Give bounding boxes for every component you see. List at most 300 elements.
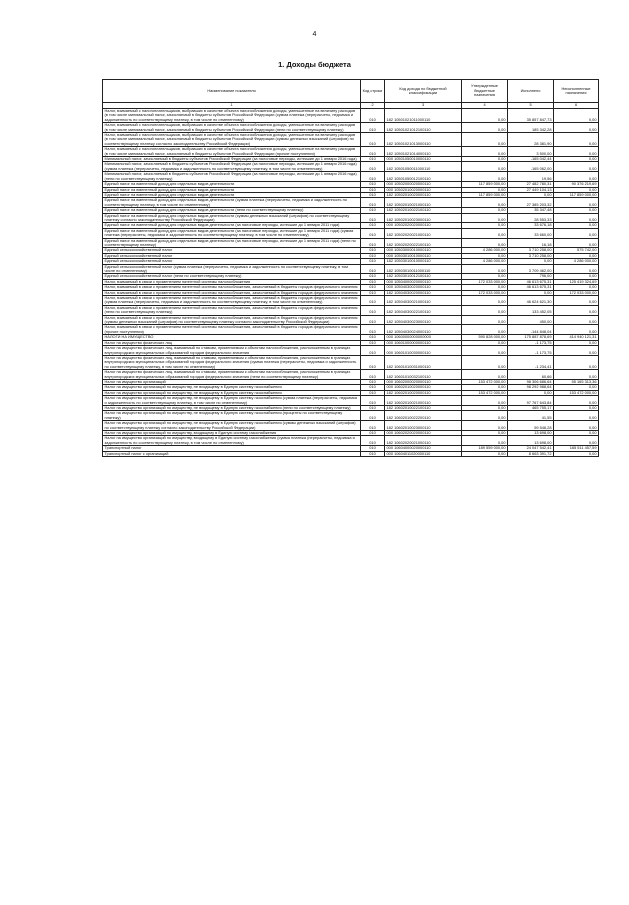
row-approved-amount: 0,00 bbox=[462, 123, 508, 133]
row-approved-amount: 0,00 bbox=[462, 157, 508, 162]
row-line-code: 010 bbox=[361, 172, 385, 182]
row-approved-amount: 0,00 bbox=[462, 411, 508, 421]
row-executed-amount: 0,00 bbox=[508, 390, 554, 395]
row-kbk-code: 000 10600000000000000 bbox=[385, 335, 462, 340]
row-line-code: 010 bbox=[361, 228, 385, 238]
row-executed-amount: 3 709 462,00 bbox=[508, 264, 554, 274]
row-kbk-code: 000 10604011020000110 bbox=[385, 451, 462, 456]
row-unexecuted-amount: 165 511 457,59 bbox=[554, 446, 599, 451]
row-approved-amount: 0,00 bbox=[462, 147, 508, 157]
row-kbk-code: 182 10501050012100110 bbox=[385, 172, 462, 182]
row-unexecuted-amount: 0,00 bbox=[554, 451, 599, 456]
row-line-code: 010 bbox=[361, 123, 385, 133]
row-executed-amount: 27 482 780,31 bbox=[508, 182, 554, 187]
row-kbk-code: 182 10501021012100110 bbox=[385, 123, 462, 133]
row-name: Единый налог на вмененный доход для отдельных видов деятельности bbox=[103, 187, 361, 192]
row-name: Налог, взимаемый с налогоплательщиков, выбравших в качестве объекта налогообложения доходы, уменьшенные на величину расходов (в том числе минимальный налог, зачисляемый в бюджеты субъектов Российской Федерации (прочие поступления) bbox=[103, 147, 361, 157]
row-name: Налог, взимаемый с налогоплательщиков, выбравших в качестве объекта налогообложения доходы, уменьшенные на величину расходов (в том числе минимальный налог, зачисляемый в бюджеты субъектов Российской Федерации (сумма платежа (перерасчеты, недоимка и задолженность по соответствующему платежу, в том числе по отмененному) bbox=[103, 109, 361, 123]
table-row bbox=[103, 346, 599, 356]
table-row bbox=[103, 213, 599, 223]
row-approved-amount: 0,00 bbox=[462, 109, 508, 123]
row-approved-amount: 4 286 000,00 bbox=[462, 248, 508, 253]
row-kbk-code: 182 10601010032100110 bbox=[385, 370, 462, 380]
row-approved-amount: 153 472 000,00 bbox=[462, 379, 508, 384]
row-executed-amount: 133 452,05 bbox=[508, 305, 554, 315]
row-line-code: 010 bbox=[361, 340, 385, 345]
row-line-code: 010 bbox=[361, 109, 385, 123]
row-line-code: 010 bbox=[361, 325, 385, 335]
row-unexecuted-amount: 125 419 324,69 bbox=[554, 279, 599, 284]
row-unexecuted-amount: 0,00 bbox=[554, 253, 599, 258]
row-line-code: 010 bbox=[361, 346, 385, 356]
row-line-code: 010 bbox=[361, 431, 385, 436]
row-unexecuted-amount: 0,00 bbox=[554, 133, 599, 147]
row-unexecuted-amount: 55 165 313,36 bbox=[554, 379, 599, 384]
row-unexecuted-amount: 0,00 bbox=[554, 421, 599, 431]
page-number: 4 bbox=[312, 31, 317, 38]
row-name: Единый налог на вмененный доход для отдельных видов деятельности (за налоговые периоды, истекшие до 1 января 2011 года) (сумма платежа (перерасчеты, недоимка и задолженность по соответствующему платежу, в том числе по отмененному) bbox=[103, 228, 361, 238]
row-executed-amount: 465 755,17 bbox=[508, 405, 554, 410]
row-line-code: 010 bbox=[361, 290, 385, 295]
row-name: Налог на имущество организаций по имуществу, входящему в Единую систему газоснабжения (сумма платежа (перерасчеты, недоимка и задолженность по соответствующему платежу, в том числе по отмененному) bbox=[103, 436, 361, 446]
row-kbk-code: 182 10502010022100110 bbox=[385, 208, 462, 213]
row-unexecuted-amount: 0,00 bbox=[554, 296, 599, 306]
row-executed-amount: 35 347,48 bbox=[508, 208, 554, 213]
row-line-code: 010 bbox=[361, 370, 385, 380]
row-kbk-code: 182 10504030020000110 bbox=[385, 290, 462, 295]
row-name: Налог на имущество физических лиц, взимаемый по ставкам, применяемым к объектам налогообложения, расположенным в границах внутригородских муниципальных образований городов федерального значения (сумма платежа (перерасчеты, недоимка и задолженность по соответствующему платежу, в том числе по отмененному) bbox=[103, 355, 361, 369]
row-executed-amount: 13 698,00 bbox=[508, 431, 554, 436]
row-approved-amount: 153 472 000,00 bbox=[462, 390, 508, 395]
row-kbk-code: 182 10501050011000110 bbox=[385, 162, 462, 172]
row-executed-amount: 41,55 bbox=[508, 411, 554, 421]
row-kbk-code: 000 10503010010000110 bbox=[385, 253, 462, 258]
row-executed-amount: -165 062,00 bbox=[508, 162, 554, 172]
row-kbk-code: 182 10502010023000110 bbox=[385, 213, 462, 223]
row-executed-amount: 27 449 104,13 bbox=[508, 187, 554, 192]
row-executed-amount: 27 385 203,32 bbox=[508, 198, 554, 208]
table-row bbox=[103, 370, 599, 380]
row-unexecuted-amount: 117 859 000,00 bbox=[554, 192, 599, 197]
row-kbk-code: 000 10502020020000110 bbox=[385, 223, 462, 228]
table-row bbox=[103, 172, 599, 182]
row-approved-amount: 0,00 bbox=[462, 315, 508, 325]
row-approved-amount: 0,00 bbox=[462, 253, 508, 258]
row-executed-amount: 35 857 847,73 bbox=[508, 109, 554, 123]
row-unexecuted-amount: 0,00 bbox=[554, 340, 599, 345]
column-number: 5 bbox=[508, 103, 554, 109]
table-row bbox=[103, 305, 599, 315]
row-executed-amount: 59 548,28 bbox=[508, 421, 554, 431]
row-approved-amount: 0,00 bbox=[462, 208, 508, 213]
row-executed-amount: 46 613 675,31 bbox=[508, 285, 554, 290]
row-kbk-code: 182 10501021013000110 bbox=[385, 133, 462, 147]
column-header-executed: Исполнено bbox=[508, 80, 554, 103]
row-approved-amount: 0,00 bbox=[462, 405, 508, 410]
table-row bbox=[103, 162, 599, 172]
row-approved-amount: 172 033 000,00 bbox=[462, 279, 508, 284]
row-executed-amount: 3 710 258,00 bbox=[508, 253, 554, 258]
row-kbk-code: 182 10602010020000110 bbox=[385, 390, 462, 395]
row-line-code: 010 bbox=[361, 259, 385, 264]
row-approved-amount: 0,00 bbox=[462, 172, 508, 182]
row-approved-amount: 0,00 bbox=[462, 238, 508, 248]
table-row bbox=[103, 147, 599, 157]
row-unexecuted-amount: 0,00 bbox=[554, 305, 599, 315]
row-name: Минимальный налог, зачисляемый в бюджеты субъектов Российской Федерации (за налоговые периоды, истекшие до 1 января 2016 года) (сумма платежа (перерасчеты, недоимка и задолженность по соответствующему платежу, в том числе по отмененному) bbox=[103, 162, 361, 172]
table-row bbox=[103, 123, 599, 133]
row-unexecuted-amount: 0,00 bbox=[554, 109, 599, 123]
row-kbk-code: 000 10604000020000110 bbox=[385, 446, 462, 451]
table-row bbox=[103, 133, 599, 147]
row-line-code: 010 bbox=[361, 147, 385, 157]
row-executed-amount: 60,66 bbox=[508, 370, 554, 380]
row-unexecuted-amount: 0,00 bbox=[554, 411, 599, 421]
table-row bbox=[103, 355, 599, 369]
row-unexecuted-amount: 0,00 bbox=[554, 370, 599, 380]
row-approved-amount: 117 859 000,00 bbox=[462, 192, 508, 197]
row-name: Налог на имущество организаций по имуществу, входящему в Единую систему газоснабжения bbox=[103, 431, 361, 436]
row-name: Транспортный налог с организаций bbox=[103, 451, 361, 456]
row-executed-amount: 33 660,00 bbox=[508, 228, 554, 238]
row-kbk-code: 182 10504030021000110 bbox=[385, 296, 462, 306]
row-executed-amount: 98 292 988,64 bbox=[508, 385, 554, 390]
row-unexecuted-amount: 0,00 bbox=[554, 147, 599, 157]
row-approved-amount: 4 286 000,00 bbox=[462, 259, 508, 264]
row-unexecuted-amount: 0,00 bbox=[554, 346, 599, 356]
row-unexecuted-amount: 172 033 000,00 bbox=[554, 290, 599, 295]
row-kbk-code: 182 10601010031000110 bbox=[385, 355, 462, 369]
column-header-name: Наименование показателя bbox=[103, 80, 361, 103]
row-line-code: 010 bbox=[361, 274, 385, 279]
row-executed-amount: 0,00 bbox=[508, 290, 554, 295]
row-unexecuted-amount: 0,00 bbox=[554, 274, 599, 279]
row-kbk-code: 182 10602010021000110 bbox=[385, 396, 462, 406]
row-approved-amount: 0,00 bbox=[462, 370, 508, 380]
row-name: Единый налог на вмененный доход для отдельных видов деятельности bbox=[103, 182, 361, 187]
row-kbk-code: 000 10602000020000110 bbox=[385, 379, 462, 384]
row-unexecuted-amount: 153 472 000,00 bbox=[554, 390, 599, 395]
table-row bbox=[103, 264, 599, 274]
row-approved-amount: 0,00 bbox=[462, 198, 508, 208]
row-name: Налог, взимаемый в связи с применением патентной системы налогообложения, зачисляемый в бюджеты городов федерального значения (прочие поступления) bbox=[103, 325, 361, 335]
row-kbk-code: 182 10502020021000110 bbox=[385, 228, 462, 238]
row-name: Единый сельскохозяйственный налог bbox=[103, 248, 361, 253]
row-executed-amount: 13 698,00 bbox=[508, 436, 554, 446]
row-executed-amount: 24 047 542,41 bbox=[508, 446, 554, 451]
row-executed-amount: -1 173,75 bbox=[508, 340, 554, 345]
row-line-code: 010 bbox=[361, 385, 385, 390]
row-name: Налог, взимаемый в связи с применением патентной системы налогообложения, зачисляемый в бюджеты городов федерального значения bbox=[103, 285, 361, 290]
row-approved-amount: 172 033 000,00 bbox=[462, 290, 508, 295]
row-approved-amount: 0,00 bbox=[462, 346, 508, 356]
row-approved-amount: 0,00 bbox=[462, 305, 508, 315]
row-line-code: 010 bbox=[361, 355, 385, 369]
row-line-code: 010 bbox=[361, 296, 385, 306]
table-row bbox=[103, 451, 599, 456]
row-line-code: 010 bbox=[361, 446, 385, 451]
row-name: Налог на имущество организаций по имуществу, не входящему в Единую систему газоснабжения (суммы денежных взысканий (штрафов) по соответствующему платежу согласно законодательству Российской Федерации) bbox=[103, 421, 361, 431]
table-row bbox=[103, 238, 599, 248]
row-line-code: 010 bbox=[361, 213, 385, 223]
row-unexecuted-amount: 0,00 bbox=[554, 436, 599, 446]
row-line-code: 010 bbox=[361, 238, 385, 248]
row-name: Налог на имущество физических лиц, взимаемый по ставкам, применяемым к объектам налогообложения, расположенным в границах внутригородских муниципальных образований городов федерального значения bbox=[103, 346, 361, 356]
row-unexecuted-amount: 0,00 bbox=[554, 405, 599, 410]
row-name: Налог на имущество организаций по имуществу, не входящему в Единую систему газоснабжения (проценты по соответствующему платежу) bbox=[103, 411, 361, 421]
column-header-line-code: Код строки bbox=[361, 80, 385, 103]
row-executed-amount: 46 624 621,30 bbox=[508, 296, 554, 306]
row-kbk-code: 182 10602010022200110 bbox=[385, 411, 462, 421]
row-approved-amount: 0,00 bbox=[462, 396, 508, 406]
row-approved-amount: 0,00 bbox=[462, 340, 508, 345]
table-row bbox=[103, 198, 599, 208]
row-executed-amount: 185 342,28 bbox=[508, 123, 554, 133]
row-name: Единый сельскохозяйственный налог bbox=[103, 259, 361, 264]
row-line-code: 010 bbox=[361, 390, 385, 395]
row-line-code: 010 bbox=[361, 182, 385, 187]
row-executed-amount: 28 381,90 bbox=[508, 133, 554, 147]
column-header-kbk: Код дохода по бюджетной классификации bbox=[385, 80, 462, 103]
row-kbk-code: 182 10501021011000110 bbox=[385, 109, 462, 123]
row-name: Транспортный налог bbox=[103, 446, 361, 451]
row-name: Единый сельскохозяйственный налог (сумма платежа (перерасчеты, недоимка и задолженность по соответствующему платежу, в том числе по отмененному) bbox=[103, 264, 361, 274]
row-executed-amount: 28 553,33 bbox=[508, 213, 554, 223]
row-line-code: 010 bbox=[361, 305, 385, 315]
row-unexecuted-amount: 0,00 bbox=[554, 123, 599, 133]
table-row bbox=[103, 325, 599, 335]
row-name: Единый налог на вмененный доход для отдельных видов деятельности (за налоговые периоды, истекшие до 1 января 2011 года) (пени по соответствующему платежу) bbox=[103, 238, 361, 248]
row-unexecuted-amount: 0,00 bbox=[554, 223, 599, 228]
row-name: Единый налог на вмененный доход для отдельных видов деятельности (за налоговые периоды, истекшие до 1 января 2011 года) bbox=[103, 223, 361, 228]
row-unexecuted-amount: 0,00 bbox=[554, 213, 599, 223]
row-unexecuted-amount: 0,00 bbox=[554, 315, 599, 325]
row-unexecuted-amount: 0,00 bbox=[554, 396, 599, 406]
row-name: Единый налог на вмененный доход для отдельных видов деятельности bbox=[103, 192, 361, 197]
row-executed-amount: 3 710 258,00 bbox=[508, 248, 554, 253]
row-unexecuted-amount: 0,00 bbox=[554, 431, 599, 436]
row-name: Единый налог на вмененный доход для отдельных видов деятельности (пени по соответствующему платежу) bbox=[103, 208, 361, 213]
row-name: Налог на имущество организаций по имуществу, не входящему в Единую систему газоснабжения bbox=[103, 390, 361, 395]
row-line-code: 010 bbox=[361, 248, 385, 253]
row-approved-amount: 0,00 bbox=[462, 187, 508, 192]
row-line-code: 010 bbox=[361, 411, 385, 421]
row-unexecuted-amount: 0,00 bbox=[554, 228, 599, 238]
row-line-code: 010 bbox=[361, 279, 385, 284]
row-executed-amount: 8 663 391,72 bbox=[508, 451, 554, 456]
row-kbk-code: 182 10602010022100110 bbox=[385, 405, 462, 410]
row-name: Налог, взимаемый в связи с применением патентной системы налогообложения, зачисляемый в бюджеты городов федерального значения (сумма платежа (перерасчеты, недоимка и задолженность по соответствующему платежу, в том числе по отмененному) bbox=[103, 296, 361, 306]
row-executed-amount: -165 042,44 bbox=[508, 157, 554, 162]
row-unexecuted-amount: 414 940 121,31 bbox=[554, 335, 599, 340]
row-line-code: 010 bbox=[361, 208, 385, 213]
row-name: Единый сельскохозяйственный налог bbox=[103, 253, 361, 258]
column-number: 2 bbox=[361, 103, 385, 109]
row-kbk-code: 182 10602020021000110 bbox=[385, 436, 462, 446]
row-approved-amount: 0,00 bbox=[462, 223, 508, 228]
row-unexecuted-amount: 0,00 bbox=[554, 385, 599, 390]
row-approved-amount: 0,00 bbox=[462, 285, 508, 290]
row-executed-amount: -144 848,04 bbox=[508, 325, 554, 335]
row-name: Налог, взимаемый в связи с применением патентной системы налогообложения, зачисляемый в бюджеты городов федерального значения (пени по соответствующему платежу) bbox=[103, 305, 361, 315]
row-executed-amount: 97 767 643,84 bbox=[508, 396, 554, 406]
row-line-code: 010 bbox=[361, 379, 385, 384]
row-executed-amount: 46 613 675,31 bbox=[508, 279, 554, 284]
row-name: Налог на имущество физических лиц, взимаемый по ставкам, применяемым к объектам налогообложения, расположенным в границах внутригородских муниципальных образований городов федерального значения (пени по соответствующему платежу) bbox=[103, 370, 361, 380]
row-unexecuted-amount: 0,00 bbox=[554, 172, 599, 182]
row-kbk-code: 000 10601010030000110 bbox=[385, 346, 462, 356]
row-name: Единый сельскохозяйственный налог (пени по соответствующему платежу) bbox=[103, 274, 361, 279]
row-executed-amount: 19,56 bbox=[508, 172, 554, 182]
row-kbk-code: 182 10501021014000110 bbox=[385, 147, 462, 157]
row-kbk-code: 000 10501050010000110 bbox=[385, 157, 462, 162]
row-name: Налог на имущество организаций по имуществу, не входящему в Единую систему газоснабжения (пени по соответствующему платежу) bbox=[103, 405, 361, 410]
table-row bbox=[103, 228, 599, 238]
table-body bbox=[103, 109, 599, 457]
row-kbk-code: 182 10503010011000110 bbox=[385, 264, 462, 274]
row-approved-amount: 117 859 000,00 bbox=[462, 182, 508, 187]
row-kbk-code: 000 10504000020000110 bbox=[385, 279, 462, 284]
row-name: Налог, взимаемый в связи с применением патентной системы налогообложения bbox=[103, 279, 361, 284]
row-approved-amount: 0,00 bbox=[462, 162, 508, 172]
column-number: 4 bbox=[462, 103, 508, 109]
row-name: Минимальный налог, зачисляемый в бюджеты субъектов Российской Федерации (за налоговые периоды, истекшие до 1 января 2016 года) bbox=[103, 157, 361, 162]
row-unexecuted-amount: 0,00 bbox=[554, 187, 599, 192]
table-row bbox=[103, 436, 599, 446]
row-executed-amount: 33 676,18 bbox=[508, 223, 554, 228]
row-approved-amount: 0,00 bbox=[462, 421, 508, 431]
row-name: Налог на имущество организаций по имуществу, не входящему в Единую систему газоснабжения (сумма платежа (перерасчеты, недоимка и задолженность по соответствующему платежу, в том числе по отмененному) bbox=[103, 396, 361, 406]
row-unexecuted-amount: 0,00 bbox=[554, 198, 599, 208]
budget-revenue-table bbox=[102, 79, 599, 457]
row-line-code: 010 bbox=[361, 285, 385, 290]
row-line-code: 010 bbox=[361, 253, 385, 258]
table-row bbox=[103, 109, 599, 123]
row-approved-amount: 0,00 bbox=[462, 228, 508, 238]
row-line-code: 010 bbox=[361, 421, 385, 431]
row-approved-amount: 0,00 bbox=[462, 264, 508, 274]
row-executed-amount: 16,18 bbox=[508, 238, 554, 248]
row-unexecuted-amount: 575 742,00 bbox=[554, 248, 599, 253]
row-line-code: 010 bbox=[361, 162, 385, 172]
section-title: 1. Доходы бюджета bbox=[278, 60, 351, 69]
row-line-code: 010 bbox=[361, 133, 385, 147]
row-approved-amount: 0,00 bbox=[462, 296, 508, 306]
row-line-code: 010 bbox=[361, 192, 385, 197]
row-line-code: 010 bbox=[361, 264, 385, 274]
row-executed-amount: 0,00 bbox=[508, 192, 554, 197]
table-row bbox=[103, 421, 599, 431]
row-kbk-code: 182 10602010023000110 bbox=[385, 421, 462, 431]
row-executed-amount: -1 173,75 bbox=[508, 346, 554, 356]
row-line-code: 010 bbox=[361, 187, 385, 192]
row-executed-amount: 3 500,00 bbox=[508, 147, 554, 157]
row-unexecuted-amount: 90 376 219,69 bbox=[554, 182, 599, 187]
table-row bbox=[103, 315, 599, 325]
column-number: 3 bbox=[385, 103, 462, 109]
column-header-approved: Утвержденные бюджетные назначения bbox=[462, 80, 508, 103]
row-line-code: 010 bbox=[361, 436, 385, 446]
table-row bbox=[103, 411, 599, 421]
row-line-code: 010 bbox=[361, 405, 385, 410]
row-approved-amount: 189 559 000,00 bbox=[462, 446, 508, 451]
row-kbk-code: 182 10504030024000110 bbox=[385, 325, 462, 335]
row-unexecuted-amount: 0,00 bbox=[554, 325, 599, 335]
row-line-code: 010 bbox=[361, 335, 385, 340]
row-kbk-code: 182 10503010010000110 bbox=[385, 259, 462, 264]
row-name: Минимальный налог, зачисляемый в бюджеты субъектов Российской Федерации (за налоговые периоды, истекшие до 1 января 2016 года) (пени по соответствующему платежу) bbox=[103, 172, 361, 182]
row-line-code: 010 bbox=[361, 223, 385, 228]
column-number: 6 bbox=[554, 103, 599, 109]
row-kbk-code: 182 10504030022100110 bbox=[385, 305, 462, 315]
row-kbk-code: 182 10502020022100110 bbox=[385, 238, 462, 248]
row-kbk-code: 000 10602020020000110 bbox=[385, 431, 462, 436]
row-line-code: 010 bbox=[361, 198, 385, 208]
row-name: Налог, взимаемый с налогоплательщиков, выбравших в качестве объекта налогообложения доходы, уменьшенные на величину расходов (в том числе минимальный налог, зачисляемый в бюджеты субъектов Российской Федерации (суммы денежных взысканий (штрафов) по соответствующему платежу согласно законодательству Российской Федерации) bbox=[103, 133, 361, 147]
row-name: Налог, взимаемый с налогоплательщиков, выбравших в качестве объекта налогообложения доходы, уменьшенные на величину расходов (в том числе минимальный налог, зачисляемый в бюджеты субъектов Российской Федерации (пени по соответствующему платежу) bbox=[103, 123, 361, 133]
row-executed-amount: -1 234,41 bbox=[508, 355, 554, 369]
row-unexecuted-amount: 0,00 bbox=[554, 208, 599, 213]
column-header-unexecuted: Неисполненные назначения bbox=[554, 80, 599, 103]
row-executed-amount: 175 887 878,69 bbox=[508, 335, 554, 340]
row-name: Единый налог на вмененный доход для отдельных видов деятельности (суммы денежных взысканий (штрафов) по соответствующему платежу согласно законодательству Российской Федерации) bbox=[103, 213, 361, 223]
row-approved-amount: 0,00 bbox=[462, 385, 508, 390]
row-executed-amount: 450,00 bbox=[508, 315, 554, 325]
row-line-code: 010 bbox=[361, 315, 385, 325]
row-unexecuted-amount: 0,00 bbox=[554, 157, 599, 162]
row-name: Единый налог на вмененный доход для отдельных видов деятельности (сумма платежа (перерасчеты, недоимка и задолженность по соответствующему платежу, в том числе по отмененному) bbox=[103, 198, 361, 208]
row-executed-amount: 796,00 bbox=[508, 274, 554, 279]
row-kbk-code: 000 10502000020000110 bbox=[385, 182, 462, 187]
row-approved-amount: 0,00 bbox=[462, 355, 508, 369]
row-kbk-code: 000 10503000010000110 bbox=[385, 248, 462, 253]
row-kbk-code: 182 10502010021000110 bbox=[385, 198, 462, 208]
row-name: Налог, взимаемый в связи с применением патентной системы налогообложения, зачисляемый в бюджеты городов федерального значения bbox=[103, 290, 361, 295]
row-approved-amount: 0,00 bbox=[462, 325, 508, 335]
row-name: Налог на имущество организаций bbox=[103, 379, 361, 384]
row-line-code: 010 bbox=[361, 157, 385, 162]
row-line-code: 010 bbox=[361, 451, 385, 456]
table-row bbox=[103, 396, 599, 406]
row-approved-amount: 0,00 bbox=[462, 213, 508, 223]
row-name: Налог на имущество организаций по имуществу, не входящему в Единую систему газоснабжения bbox=[103, 385, 361, 390]
row-executed-amount: 98 306 686,64 bbox=[508, 379, 554, 384]
row-approved-amount: 0,00 bbox=[462, 431, 508, 436]
row-unexecuted-amount: 0,00 bbox=[554, 264, 599, 274]
row-unexecuted-amount: 0,00 bbox=[554, 238, 599, 248]
row-kbk-code: 000 10602010020000110 bbox=[385, 385, 462, 390]
row-name: Налог, взимаемый в связи с применением патентной системы налогообложения, зачисляемый в бюджеты городов федерального значения (суммы денежных взысканий (штрафов) по соответствующему платежу согласно законодательству Российской Федерации) bbox=[103, 315, 361, 325]
table-row bbox=[103, 296, 599, 306]
row-unexecuted-amount: 4 286 000,00 bbox=[554, 259, 599, 264]
row-unexecuted-amount: 0,00 bbox=[554, 355, 599, 369]
table-header-row bbox=[103, 80, 599, 103]
column-number: 1 bbox=[103, 103, 361, 109]
row-kbk-code: 182 10503010012100110 bbox=[385, 274, 462, 279]
row-approved-amount: 0,00 bbox=[462, 451, 508, 456]
row-line-code: 010 bbox=[361, 396, 385, 406]
row-kbk-code: 000 10502010020000110 bbox=[385, 187, 462, 192]
row-approved-amount: 590 828 000,00 bbox=[462, 335, 508, 340]
row-kbk-code: 182 10504030023000110 bbox=[385, 315, 462, 325]
row-unexecuted-amount: 0,00 bbox=[554, 285, 599, 290]
row-kbk-code: 000 10504030020000110 bbox=[385, 285, 462, 290]
row-kbk-code: 000 10601000000000110 bbox=[385, 340, 462, 345]
row-executed-amount: 0,00 bbox=[508, 259, 554, 264]
row-approved-amount: 0,00 bbox=[462, 274, 508, 279]
row-kbk-code: 182 10502010020000110 bbox=[385, 192, 462, 197]
row-approved-amount: 0,00 bbox=[462, 436, 508, 446]
